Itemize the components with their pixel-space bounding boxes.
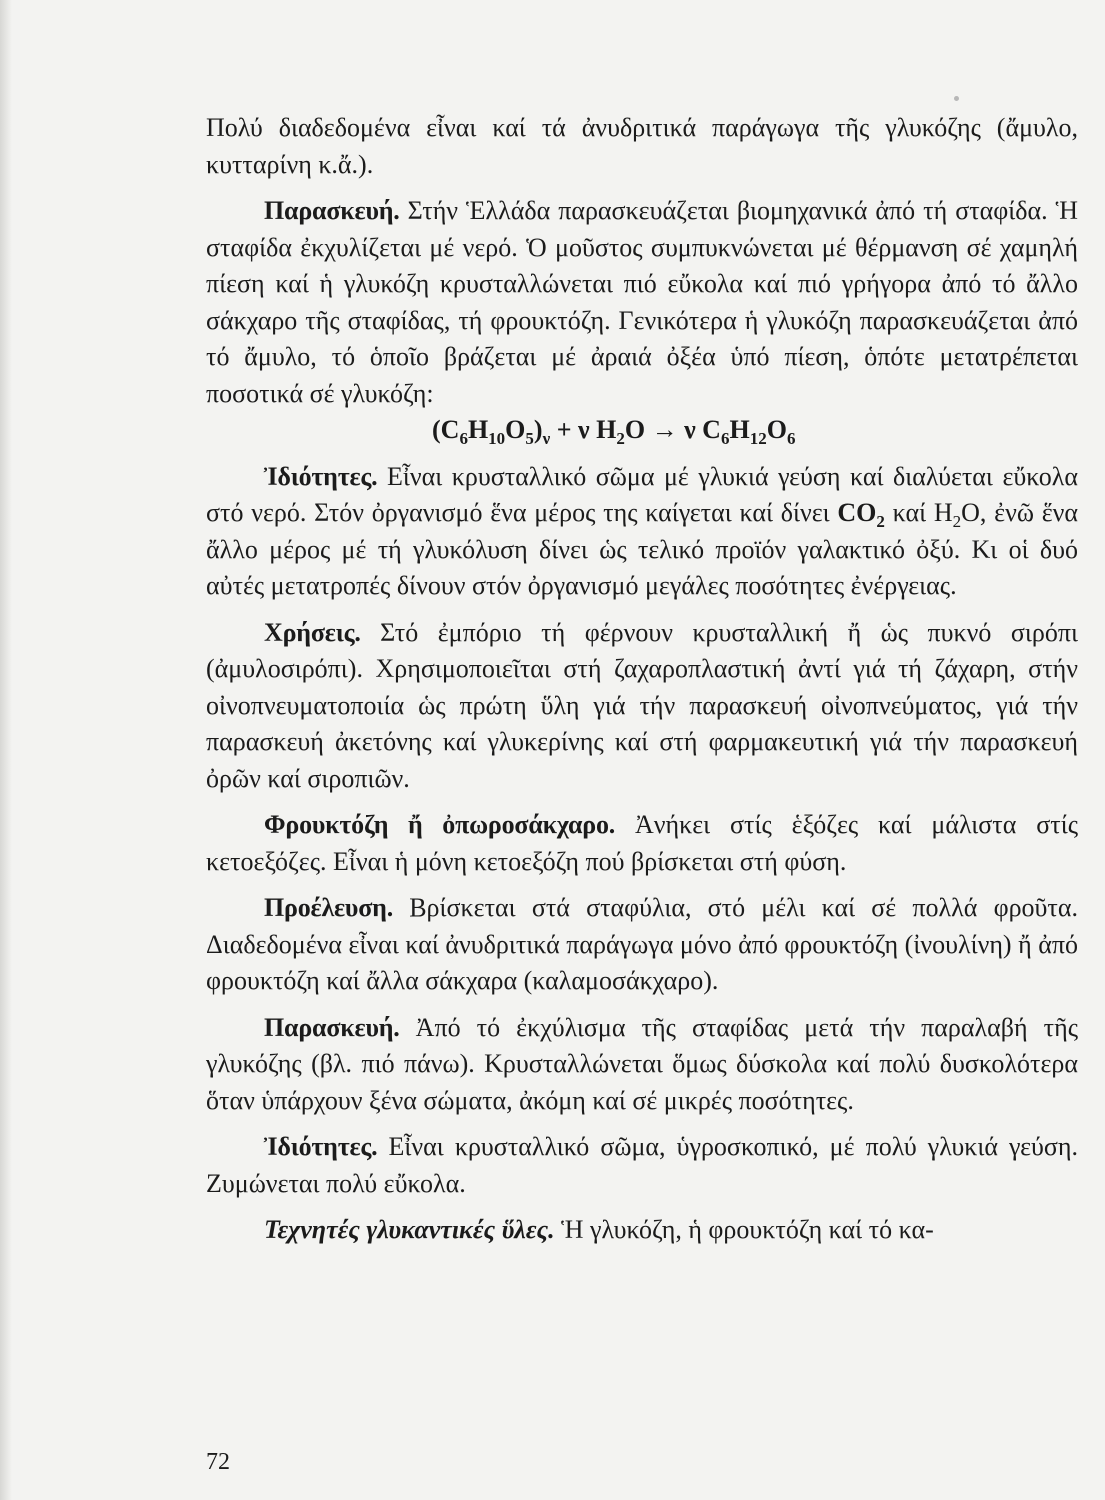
formula-h2o: καί H [884, 498, 953, 527]
paragraph-fructose-properties [206, 1129, 1078, 1202]
eq-sub: 12 [749, 429, 767, 449]
eq-part: O [505, 415, 526, 444]
formula-sub: 2 [952, 512, 962, 532]
section-heading-sweeteners: Τεχνητές γλυκαντικές ὕλες. [264, 1215, 555, 1244]
formula-sub: 2 [876, 512, 885, 532]
paragraph-intro: Πολύ διαδεδομένα εἶναι καί τά ἀνυδριτικά παράγωγα τῆς γλυκόζης (ἄμυλο, κυτταρίνη κ.ἄ.). [206, 113, 1078, 179]
paragraph-fructose [206, 807, 1078, 880]
page-number: 72 [206, 1449, 230, 1475]
formula-co2: CO [837, 498, 877, 527]
eq-part: + ν H [550, 415, 617, 444]
uses-text: Στό ἐμπόριο τή φέρνουν κρυσταλλική ἤ ὡς πυκνό σιρόπι (ἀμυλοσιρόπι). Χρησιμοποιεῖται στή ζαχαροπλαστική ἀντί γιά τή ζάχαρη, στήν οἰνοπνευματοποιία ὡς πρώτη ὕλη γιά τήν παρασκευή οἰνοπνεύματος, γιά τήν παρασκευή ἀκετόνης καί γλυκερίνης καί στή φαρμακευτική γιά τήν παρασκευή ὀρῶν καί σιροπιῶν. [206, 617, 1078, 793]
properties-text-a: Εἶναι κρυσταλλικό σῶμα μέ γλυκιά γεύση καί διαλύεται εὔκολα στό νερό. Στόν ὀργανισμό ἕνα μέρος της καίγεται καί δίνει [206, 461, 1078, 527]
section-heading-fructose-preparation: Παρασκευή. [264, 1012, 400, 1042]
section-heading-properties: Ἰδιότητες. [264, 461, 378, 491]
sweeteners-text: Ἡ γλυκόζη, ἡ φρουκτόζη καί τό κα- [554, 1215, 934, 1244]
section-heading-preparation: Παρασκευή. [264, 196, 400, 225]
section-heading-origin: Προέλευση. [264, 893, 394, 922]
text-column [206, 110, 1078, 1249]
print-speck [954, 96, 959, 101]
eq-part: O [766, 415, 787, 444]
fructose-preparation-text: Ἀπό τό ἐκχύλισμα τῆς σταφίδας μετά τήν παραλαβή τῆς γλυκόζης (βλ. πιό πάνω). Κρυσταλλώνεται ὅμως δύσκολα καί πολύ δυσκολότερα ὅταν ὑπάρχουν ξένα σώματα, ἀκόμη καί σέ μικρές ποσότητες. [206, 1012, 1078, 1115]
section-heading-fructose-properties: Ἰδιότητες. [264, 1132, 378, 1161]
origin-text: Βρίσκεται στά σταφύλια, στό μέλι καί σέ πολλά φροῦτα. Διαδεδομένα εἶναι καί ἀνυδριτικά παράγωγα μόνο ἀπό φρουκτόζη (ἰνουλίνη) ἤ ἀπό φρουκτόζη καί ἄλλα σάκχαρα (καλαμοσάκχαρο). [206, 893, 1078, 995]
chemical-equation [206, 412, 1078, 449]
paragraph-uses [206, 615, 1078, 798]
eq-sub: ν [542, 429, 551, 449]
eq-sub: 2 [616, 429, 625, 449]
eq-part: (C [432, 415, 460, 444]
paragraph-origin [206, 890, 1078, 1000]
paragraph-sweeteners [206, 1212, 1078, 1249]
paragraph-preparation [206, 193, 1078, 412]
eq-part: O → ν C [624, 415, 721, 444]
eq-sub: 6 [459, 429, 468, 449]
eq-part: ) [533, 415, 543, 444]
eq-part: H [467, 415, 489, 444]
eq-sub: 10 [488, 429, 506, 449]
eq-sub: 5 [525, 429, 534, 449]
fructose-text: Ἀνήκει στίς ἑξόζες καί μάλιστα στίς κετοεξόζες. Εἶναι ἡ μόνη κετοεξόζη πού βρίσκεται στή φύση. [206, 810, 1078, 876]
eq-sub: 6 [720, 429, 730, 449]
paragraph-fructose-preparation [206, 1010, 1078, 1120]
paragraph-properties [206, 459, 1078, 605]
eq-part: H [729, 415, 750, 444]
preparation-text: Στήν Ἑλλάδα παρασκευάζεται βιομηχανικά ἀπό τή σταφίδα. Ἡ σταφίδα ἐκχυλίζεται μέ νερό. Ὁ μοῦστος συμπυκνώνεται μέ θέρμανση σέ χαμηλή πίεση καί ἡ γλυκόζη κρυσταλλώνεται πιό εὔκολα καί πιό γρήγορα ἀπό τό ἄλλο σάκχαρο τῆς σταφίδας, τή φρουκτόζη. Γενικότερα ἡ γλυκόζη παρασκευάζεται ἀπό τό ἄμυλο, τό ὁποῖο βράζεται μέ ἀραιά ὀξέα ὑπό πίεση, ὁπότε μετατρέπεται ποσοτικά σέ γλυκόζη: [206, 196, 1078, 408]
section-heading-uses: Χρήσεις. [264, 617, 361, 647]
fructose-properties-text: Εἶναι κρυσταλλικό σῶμα, ὑγροσκοπικό, μέ πολύ γλυκιά γεύση. Ζυμώνεται πολύ εὔκολα. [206, 1132, 1078, 1198]
page-edge-shadow [0, 0, 12, 1500]
section-heading-fructose: Φρουκτόζη ἤ ὀπωροσάκχαρο. [264, 810, 616, 839]
properties-text-b: O, ἐνῶ ἕνα ἄλλο μέρος μέ τή γλυκόλυση δίνει ὡς τελικό προϊόν γαλακτικό ὀξύ. Κι οἱ δυό αὐτές μετατροπές δίνουν στόν ὀργανισμό μεγάλες ποσότητες ἐνέργειας. [206, 498, 1078, 600]
eq-sub: 6 [786, 429, 796, 449]
